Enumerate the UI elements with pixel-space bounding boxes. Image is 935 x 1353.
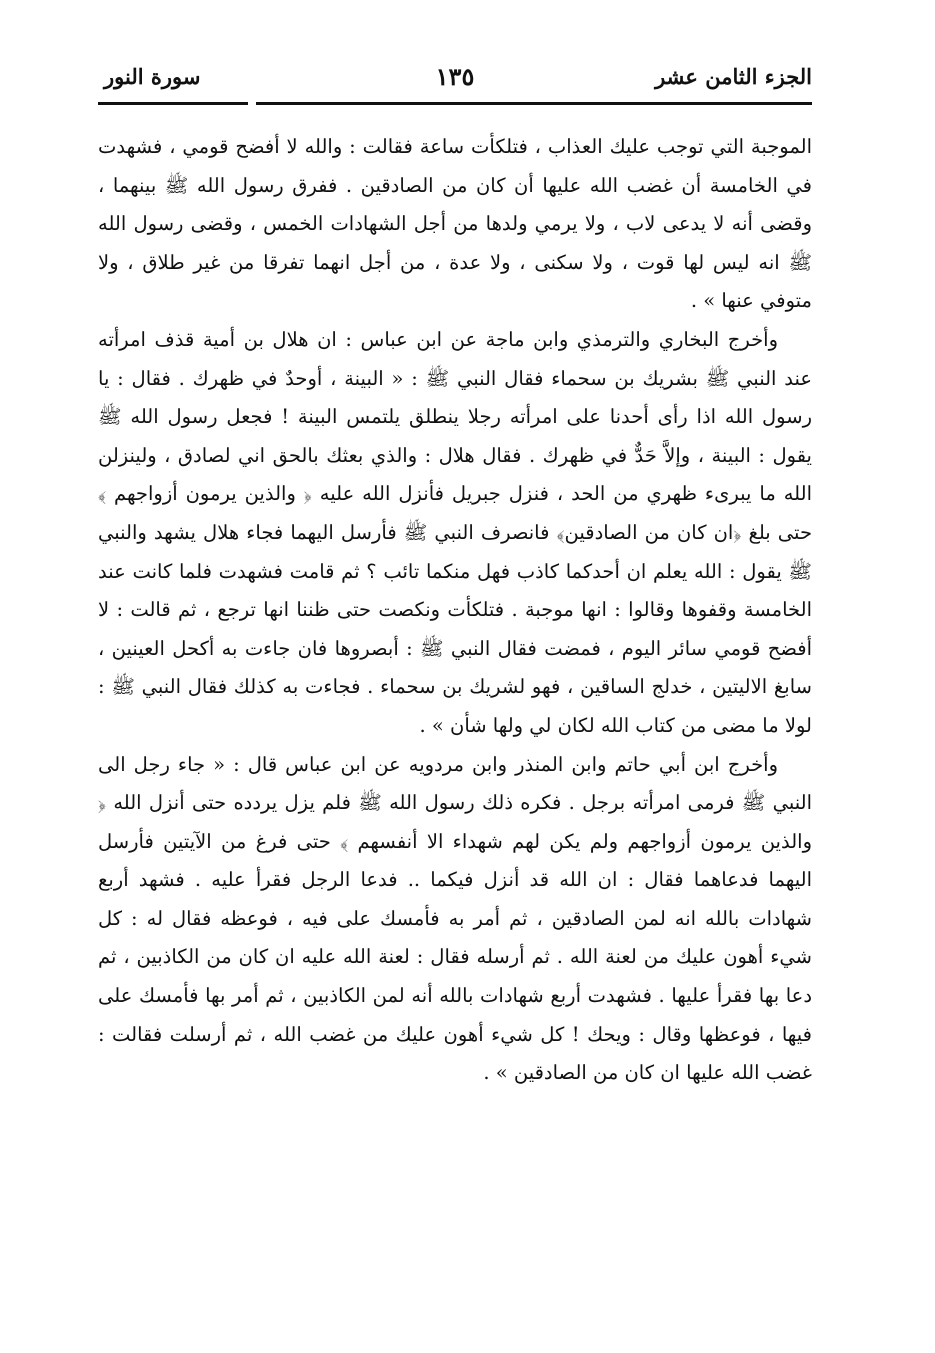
running-header [98,52,812,106]
header-rule-left [98,102,248,105]
paragraph: الموجبة التي توجب عليك العذاب ، فتلكأت ساعة فقالت : والله لا أفضح قومي ، فشهدت في الخامسة أن غضب الله عليها أن كان من الصادقين . ففرق رسول الله ﷺ بينهما ، وقضى أنه لا يدعى لاب ، ولا يرمي ولدها من أجل الشهادات الخمس ، وقضى رسول الله ﷺ انه ليس لها قوت ، ولا سكنى ، ولا عدة ، من أجل انهما تفرقا من غير طلاق ، ولا متوفي عنها » . [98,135,812,313]
body-text [98,128,812,1093]
paragraph: وأخرج البخاري والترمذي وابن ماجة عن ابن عباس : ان هلال بن أمية قذف امرأته عند النبي ﷺ بشريك بن سحماء فقال النبي ﷺ : « البينة ، أوحدٌ في ظهرك . فقال : يا رسول الله اذا رأى أحدنا على امرأته رجلا ينطلق يلتمس البينة ! فجعل رسول الله ﷺ يقول : البينة ، وإلاَّ حَدٌّ في ظهرك . فقال هلال : والذي بعثك بالحق اني لصادق ، ولينزلن الله ما يبرىء ظهري من الحد ، فنزل جبريل فأنزل الله عليه ﴿ والذين يرمون أزواجهم ﴾ حتى بلغ ﴿ان كان من الصادقين﴾ فانصرف النبي ﷺ فأرسل اليهما فجاء هلال يشهد والنبي ﷺ يقول : الله يعلم ان أحدكما كاذب فهل منكما تائب ؟ ثم قامت فشهدت فلما كانت عند الخامسة وقفوها وقالوا : انها موجبة . فتلكأت ونكصت حتى ظننا انها ترجع ، ثم قالت : لا أفضح قومي سائر اليوم ، فمضت فقال النبي ﷺ : أبصروها فان جاءت به أكحل العينين ، سابغ الاليتين ، خدلج الساقين ، فهو لشريك بن سحماء . فجاءت به كذلك فقال النبي ﷺ : لولا ما مضى من كتاب الله لكان لي ولها شأن » . [98,327,812,737]
page-number: ١٣٥ [435,62,475,91]
header-rule-right [256,102,812,105]
paragraph: وأخرج ابن أبي حاتم وابن المنذر وابن مردويه عن ابن عباس قال : « جاء رجل الى النبي ﷺ فرمى امرأته برجل . فكره ذلك رسول الله ﷺ فلم يزل يردده حتى أنزل الله ﴿ والذين يرمون أزواجهم ولم يكن لهم شهداء الا أنفسهم ﴾ حتى فرغ من الآيتين فأرسل اليهما فدعاهما فقال : ان الله قد أنزل فيكما .. فدعا الرجل فقرأ عليه . فشهد أربع شهادات بالله انه لمن الصادقين ، ثم أمر به فأمسك على فيه ، فوعظه فقال له : كل شيء أهون عليك من لعنة الله . ثم أرسله فقال : لعنة الله عليه ان كان من الكاذبين ، ثم دعا بها فقرأ عليها . فشهدت أربع شهادات بالله أنه لمن الكاذبين ، ثم أمر بها فأمسك على فيها ، فوعظها وقال : ويحك ! كل شيء أهون عليك من غضب الله ، ثم أرسلت فقالت : غضب الله عليها ان كان من الصادقين » . [98,752,812,1085]
book-page [98,52,812,1312]
part-title: الجزء الثامن عشر [655,64,812,89]
surah-title: سورة النور [104,64,201,89]
